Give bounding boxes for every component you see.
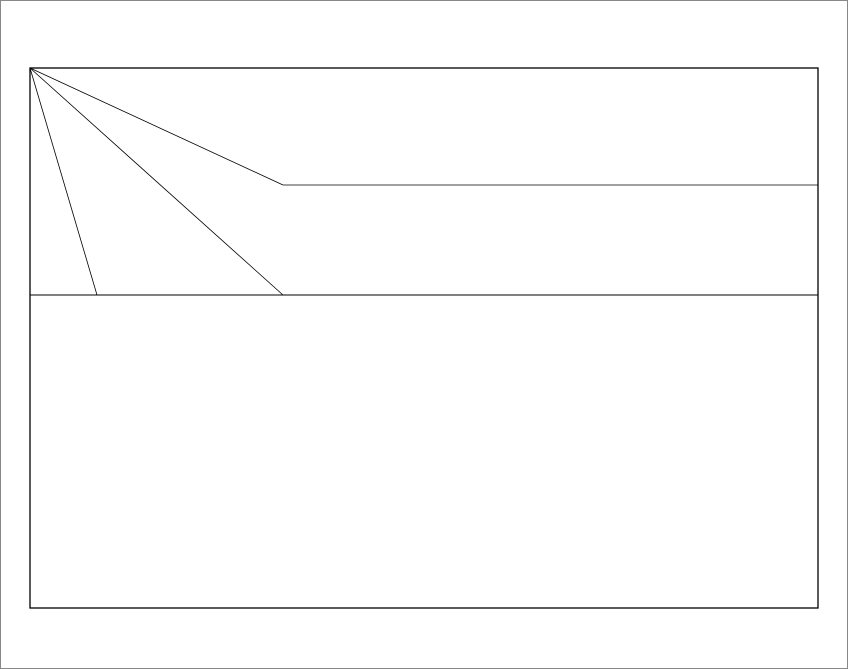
header-specialty-setting xyxy=(183,90,209,105)
group-label xyxy=(52,428,78,444)
header-qualification xyxy=(37,233,63,248)
header-registered-specialty xyxy=(197,168,223,183)
header-design-type xyxy=(128,230,180,245)
